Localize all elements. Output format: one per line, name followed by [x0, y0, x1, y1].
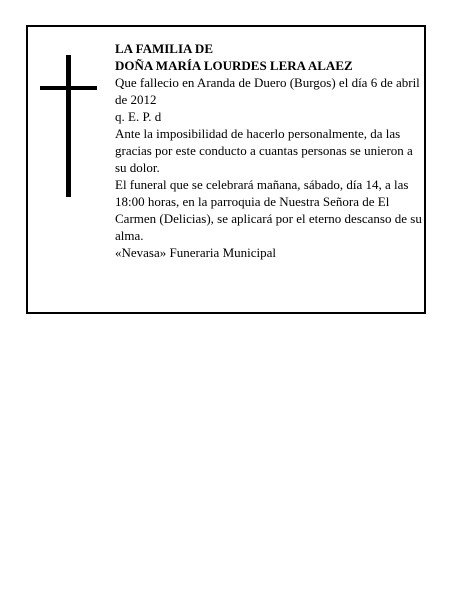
death-info: Que fallecio en Aranda de Duero (Burgos) el día 6 de abril de 2012	[115, 75, 420, 107]
obituary-notice	[26, 25, 426, 314]
heading-line-2: DOÑA MARÍA LOURDES LERA ALAEZ	[115, 58, 353, 73]
notice-text	[115, 40, 425, 261]
heading-line-1: LA FAMILIA DE	[115, 41, 213, 56]
cross-vertical-bar	[66, 55, 71, 197]
rip-text: q. E. P. d	[115, 109, 162, 124]
thanks-text: Ante la imposibilidad de hacerlo personalmente, da las gracias por este conducto a cuantas personas se unieron a su dolor.	[115, 126, 413, 175]
cross-icon	[28, 27, 108, 227]
cross-horizontal-bar	[40, 86, 97, 90]
funeral-home: «Nevasa» Funeraria Municipal	[115, 245, 277, 260]
funeral-text: El funeral que se celebrará mañana, sábado, día 14, a las 18:00 horas, en la parroquia de Nuestra Señora de El Carmen (Delicias), se aplicará por el eterno descanso de su alma.	[115, 177, 422, 243]
